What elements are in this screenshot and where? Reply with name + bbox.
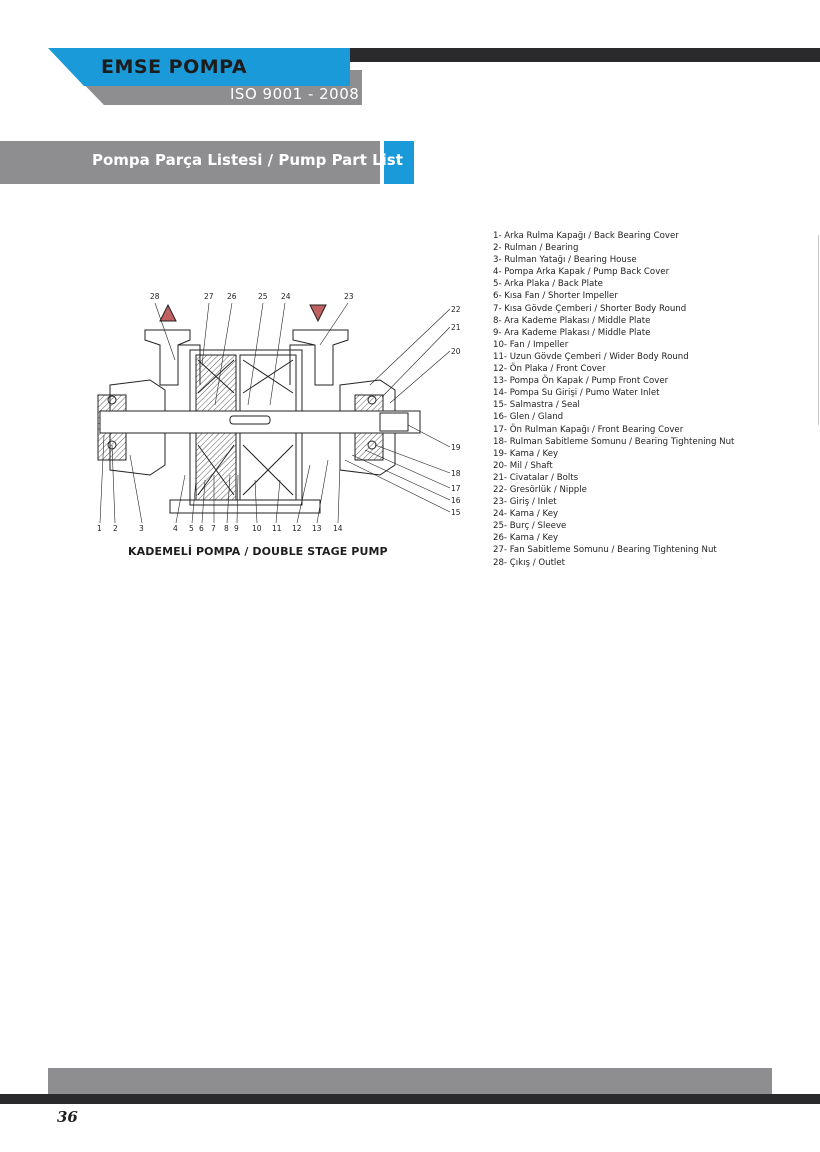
part-item: 5- Arka Plaka / Back Plate — [493, 279, 603, 290]
section-title: Pompa Parça Listesi / Pump Part List — [92, 151, 403, 169]
part-item: 3- Rulman Yatağı / Bearing House — [493, 255, 637, 266]
callout-22: 22 — [451, 305, 461, 314]
callout-21: 21 — [451, 323, 461, 332]
part-item: 2- Rulman / Bearing — [493, 243, 579, 254]
part-item: 12- Ön Plaka / Front Cover — [493, 364, 606, 375]
part-item: 16- Glen / Gland — [493, 412, 564, 423]
callout-17: 17 — [451, 484, 461, 493]
header-dark-bar — [350, 48, 820, 62]
part-item: 8- Ara Kademe Plakası / Middle Plate — [493, 315, 651, 326]
part-item: 27- Fan Sabitleme Somunu / Bearing Tightening Nut — [493, 545, 717, 556]
callout-14: 14 — [333, 524, 343, 533]
callout-7: 7 — [211, 524, 216, 533]
part-item: 13- Pompa Ön Kapak / Pump Front Cover — [493, 376, 669, 387]
callout-13: 13 — [312, 524, 322, 533]
part-item: 14- Pompa Su Girişi / Pumo Water Inlet — [493, 388, 660, 399]
callout-11: 11 — [272, 524, 282, 533]
part-item: 26- Kama / Key — [493, 533, 559, 544]
iso-certification: ISO 9001 - 2008 — [230, 85, 360, 103]
callout-4: 4 — [173, 524, 178, 533]
callout-9: 9 — [234, 524, 239, 533]
part-item: 11- Uzun Gövde Çemberi / Wider Body Round — [493, 351, 689, 362]
callout-25: 25 — [258, 292, 268, 301]
edge-divider — [818, 235, 819, 425]
footer-dark-bar — [0, 1094, 820, 1104]
part-item: 24- Kama / Key — [493, 509, 559, 520]
callout-3: 3 — [139, 524, 144, 533]
callout-20: 20 — [451, 347, 461, 356]
callout-2: 2 — [113, 524, 118, 533]
part-item: 25- Burç / Sleeve — [493, 521, 567, 532]
callout-18: 18 — [451, 469, 461, 478]
part-item: 10- Fan / Impeller — [493, 339, 569, 350]
callout-27: 27 — [204, 292, 214, 301]
part-item: 19- Kama / Key — [493, 448, 559, 459]
callout-24: 24 — [281, 292, 291, 301]
page-number: 36 — [57, 1108, 78, 1126]
callout-15: 15 — [451, 508, 461, 517]
part-item: 21- Civatalar / Bolts — [493, 472, 579, 483]
part-item: 22- Gresörlük / Nipple — [493, 484, 587, 495]
callout-26: 26 — [227, 292, 237, 301]
part-item: 15- Salmastra / Seal — [493, 400, 580, 411]
part-item: 9- Ara Kademe Plakası / Middle Plate — [493, 327, 651, 338]
callout-19: 19 — [451, 443, 461, 452]
callout-28: 28 — [150, 292, 160, 301]
inlet-arrow — [310, 305, 326, 321]
part-item: 23- Giriş / Inlet — [493, 497, 557, 508]
callout-23: 23 — [344, 292, 354, 301]
callout-8: 8 — [224, 524, 229, 533]
callout-1: 1 — [97, 524, 102, 533]
part-item: 6- Kısa Fan / Shorter Impeller — [493, 291, 618, 302]
footer-gray-band — [48, 1068, 772, 1094]
part-item: 28- Çıkış / Outlet — [493, 557, 565, 568]
callout-5: 5 — [189, 524, 194, 533]
part-item: 20- Mil / Shaft — [493, 460, 553, 471]
brand-logo-text: EMSE POMPA — [101, 56, 248, 78]
callout-6: 6 — [199, 524, 204, 533]
part-item: 17- Ön Rulman Kapağı / Front Bearing Cover — [493, 424, 684, 435]
callout-16: 16 — [451, 496, 461, 505]
outlet-arrow — [160, 305, 176, 321]
callout-12: 12 — [292, 524, 302, 533]
part-list — [493, 230, 813, 569]
part-item: 18- Rulman Sabitleme Somunu / Bearing Tightening Nut — [493, 436, 735, 447]
callout-10: 10 — [252, 524, 262, 533]
part-item: 7- Kısa Gövde Çemberi / Shorter Body Round — [493, 303, 687, 314]
part-item: 1- Arka Rulma Kapağı / Back Bearing Cover — [493, 231, 679, 241]
pump-cross-section-diagram — [90, 285, 470, 540]
inlet-flange — [293, 330, 348, 385]
part-item: 4- Pompa Arka Kapak / Pump Back Cover — [493, 267, 670, 278]
diagram-caption: KADEMELİ POMPA / DOUBLE STAGE PUMP — [128, 545, 388, 558]
